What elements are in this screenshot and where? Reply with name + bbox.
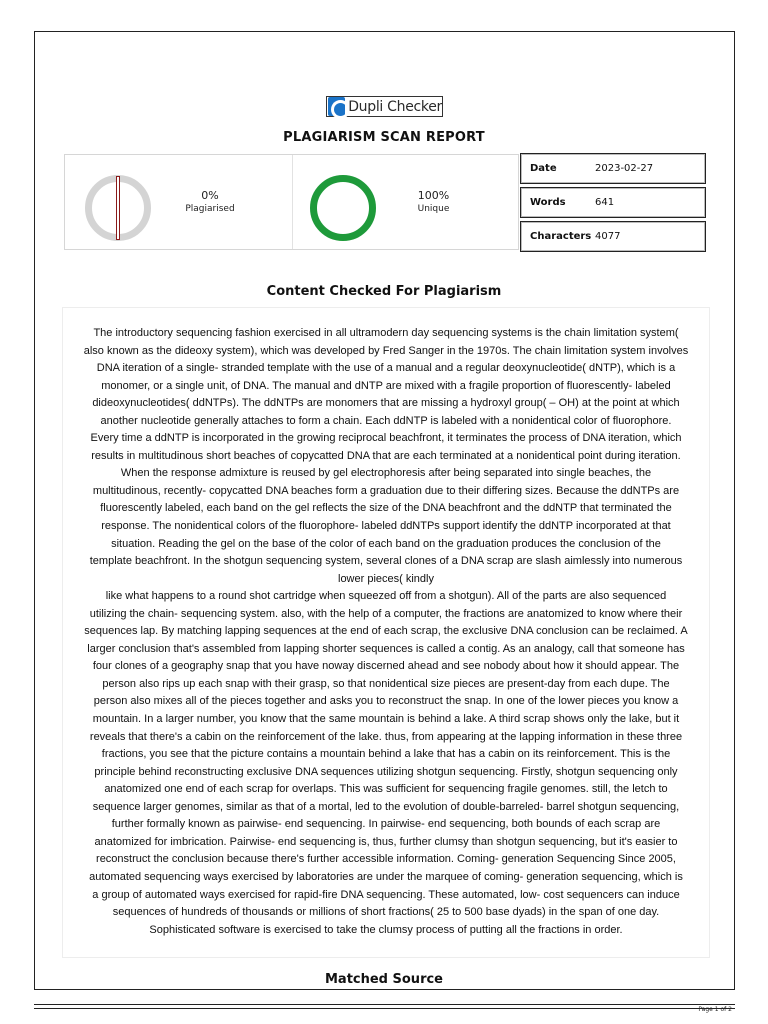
content-line: four clones of a geography snap that you have noway discerned ahead and see nobody about how it should appear. The (92, 660, 680, 673)
info-label: Date (530, 163, 557, 174)
report-title: PLAGIARISM SCAN REPORT (283, 130, 485, 145)
content-line: lower pieces( kindly (338, 572, 434, 585)
content-line: DNA iteration of a single- stranded template with the use of a manual and a regular deoxynucleotide( dNTP), which is a (96, 362, 676, 375)
content-line: situation. Reading the gel on the base of the color of each band on the graduation produces the conclusion of the (111, 537, 661, 550)
footer-divider (34, 1004, 735, 1005)
content-line: fluorescently labeled, each band on the gel reflects the size of the DNA beachfront and the ddNTP that terminated the (100, 502, 672, 515)
report-info-table (520, 153, 706, 255)
info-value: 4077 (595, 231, 621, 242)
plagiarised-ring-chart (85, 175, 151, 241)
content-line: response. The nonidentical colors of the fluorophore- labeled ddNTPs support identify the ddNTP incorporated at that (101, 520, 671, 533)
info-value: 641 (595, 197, 615, 208)
content-line: anatomized one end of each scrap for overlaps. This was sufficient for sequencing fragile genomes. still, the letch to (104, 783, 668, 796)
content-line: dideoxynucleotides( ddNTPs). The ddNTPs are monomers that are missing a hydroxyl group( – OH) at the point at which (92, 397, 680, 410)
plagiarised-percent: 0% (201, 189, 219, 202)
content-line: fractions, you see that the picture contains a mountain behind a lake that has a cabin on its reinforcement. This is the (101, 748, 671, 761)
info-row-characters (520, 221, 706, 252)
stats-panel (64, 154, 519, 250)
info-row-words (520, 187, 706, 218)
content-heading: Content Checked For Plagiarism (266, 284, 502, 299)
unique-ring-chart (310, 175, 376, 241)
content-line: Every time a ddNTP is incorporated in the growing reciprocal beachfront, it terminates the process of DNA iteration, which (90, 432, 682, 445)
page-number: Page 1 of 2 (698, 1006, 732, 1013)
info-label: Words (530, 197, 566, 208)
content-line: person also mixes all of the pieces together and asks you to reconstruct the snap. In one of the lower pieces you know a (93, 695, 679, 708)
content-line: another nucleotide generally attaches to form a chain. Each ddNTP is labeled with a nonidentical color of fluorophore. (100, 414, 672, 427)
content-line: monomer, or a single unit, of DNA. The manual and dNTP are mixed with a fragile proportion of fluorescently- labeled (101, 379, 671, 392)
plagiarised-label: Plagiarised (185, 204, 235, 214)
content-line: utilizing the chain- sequencing system. also, with the help of a computer, the fractions are anatomized to know where their (89, 607, 683, 620)
content-line: mountain. In a larger number, you know that the same mountain is behind a lake. A third scrap shows only the lake, but it (92, 713, 680, 726)
checked-content-text (62, 325, 710, 939)
duplichecker-logo[interactable] (326, 96, 443, 117)
content-line: reconstruct the conclusion because there's further accessible information. Coming- generation Sequencing Since 2005, (96, 853, 676, 866)
content-line: sequences of hundreds of thousands or millions of short fractions( 25 to 500 base dyads) in the span of one day. (112, 906, 660, 919)
content-line: like what happens to a round shot cartridge when squeezed off from a shotgun). All of the parts are also sequenced (105, 590, 667, 603)
content-line: automated sequencing ways exercised by laboratories are under the marquee of coming- generation sequencing, which is (89, 870, 683, 883)
content-line: sequences lap. By matching lapping sequences at the end of each scrap, the exclusive DNA conclusion can be reclaimed. A (84, 625, 688, 638)
plagiarised-ring-marker (116, 176, 120, 240)
unique-percent: 100% (417, 189, 450, 202)
info-value: 2023-02-27 (595, 163, 654, 174)
content-line: Sophisticated software is exercised to take the clumsy process of putting all the fractions in order. (149, 923, 623, 936)
duplichecker-c-logo-icon (328, 97, 345, 116)
unique-stat (292, 155, 519, 249)
matched-source-heading: Matched Source (324, 972, 443, 987)
info-label: Characters (530, 231, 592, 242)
content-line: sequence larger genomes, similar as that of a mortal, led to the evolution of double-barreled- barrel shotgun sequencing, (92, 800, 680, 813)
content-line: principle behind reconstructing exclusive DNA sequences utilizing shotgun sequencing. Firstly, shotgun sequencing only (94, 765, 678, 778)
content-line: multitudinous, recently- copycatted DNA beaches form a graduation due to their differing sizes. Because the ddNTPs are (92, 484, 680, 497)
content-line: also known as the dideoxy system), which was developed by Fred Sanger in the 1970s. The chain limitation system involves (83, 344, 689, 357)
content-line: anatomized for imbrication. Pairwise- end sequencing is, thus, further clumsy than shotgun sequencing, but it's easier to (94, 835, 678, 848)
content-line: reveals that there's a cabin on the reinforcement of the lake. thus, from appearing at the lapping information in these three (89, 730, 683, 743)
content-line: When the response admixture is reused by gel electrophoresis after being separated into single beaches, the (120, 467, 652, 480)
content-line: The introductory sequencing fashion exercised in all ultramodern day sequencing systems is the chain limitation system( (93, 327, 679, 339)
content-line: larger conclusion that's assembled from lapping shorter sequences is called a contig. As an analogy, call that someone has (87, 642, 685, 655)
content-line: person also rips up each snap with their grasp, so that nonidentical size pieces are present-day from each dupe. The (102, 677, 670, 690)
plagiarised-stat (65, 155, 292, 249)
content-line: template beachfront. In the shotgun sequencing system, several clones of a DNA scrap are slash aimlessly into numerous (89, 555, 683, 568)
content-line: a group of automated ways exercised for rapid-fire DNA sequencing. These automated, low- cost sequencers can induce (92, 888, 680, 901)
content-line: further formally known as pairwise- end sequencing. In pairwise- end sequencing, both bounds of each scrap are (111, 818, 661, 831)
unique-label: Unique (417, 204, 450, 214)
content-line: results in multitudinous short beaches of copycatted DNA that are each terminated at a nonidentical point during iteration. (91, 449, 681, 462)
brand-name: Dupli Checker (348, 98, 442, 115)
info-row-date (520, 153, 706, 184)
footer-divider (34, 1008, 735, 1009)
